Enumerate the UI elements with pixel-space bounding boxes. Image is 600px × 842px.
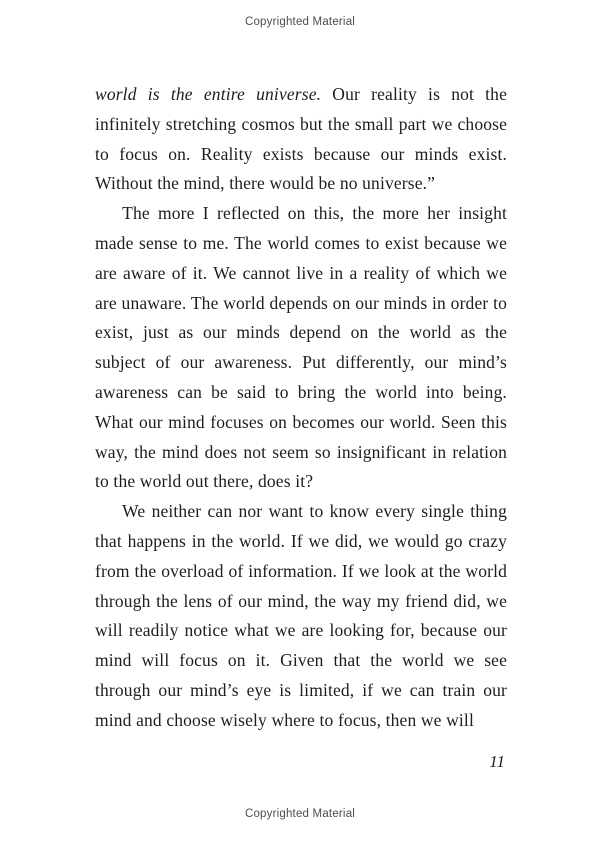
paragraph-text: Our reality is not the infinitely stretching cosmos but the small part we choose to focus on. Reality exists because our minds exist. Without the mind, there would be no universe.”	[95, 84, 507, 194]
page-number: 11	[489, 752, 505, 771]
paragraph: We neither can nor want to know every single thing that happens in the world. If we did, we would go crazy from the overload of information. If we look at the world through the lens of our mind, the way my friend did, we will readily notice what we are looking for, because our mind will focus on it. Given that the world we see through our mind’s eye is limited, if we can train our mind and choose wisely where to focus, then we will	[95, 501, 507, 730]
page-text	[95, 80, 507, 736]
paragraph: The more I reflected on this, the more her insight made sense to me. The world comes to exist because we are aware of it. We cannot live in a reality of which we are unaware. The world depends on our minds in order to exist, just as our minds depend on the world as the subject of our awareness. Put differently, our mind’s awareness can be said to bring the world into being. What our mind focuses on becomes our world. Seen this way, the mind does not seem so insignificant in relation to the world out there, does it?	[95, 203, 507, 492]
italic-lead-text: world is the entire universe.	[95, 84, 322, 104]
paragraph-continuation	[95, 80, 507, 199]
copyright-notice-bottom: Copyrighted Material	[244, 808, 356, 820]
copyright-notice-top: Copyrighted Material	[244, 16, 356, 28]
